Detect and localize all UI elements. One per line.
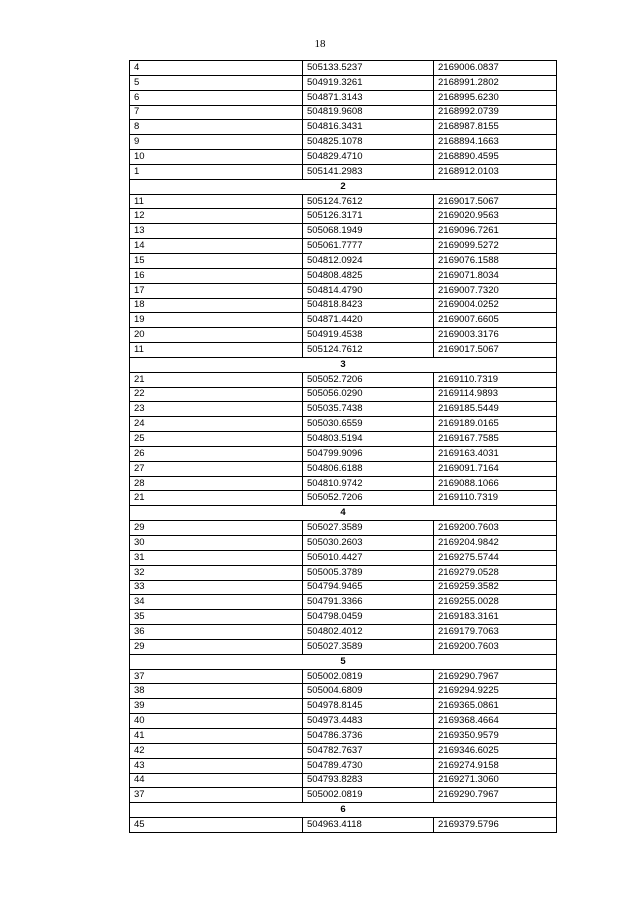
y-coordinate-cell: 2169290.7967 <box>434 669 557 684</box>
point-number-cell: 37 <box>130 669 303 684</box>
point-number-cell: 23 <box>130 402 303 417</box>
point-number-cell: 5 <box>130 75 303 90</box>
table-row <box>130 239 557 254</box>
point-number-cell: 1 <box>130 164 303 179</box>
x-coordinate-cell: 505005.3789 <box>303 565 434 580</box>
point-number-cell: 22 <box>130 387 303 402</box>
x-coordinate-cell: 504973.4483 <box>303 714 434 729</box>
point-number-cell: 31 <box>130 550 303 565</box>
section-header-row <box>130 654 557 669</box>
section-number: 4 <box>130 506 557 521</box>
x-coordinate-cell: 504963.4118 <box>303 818 434 833</box>
y-coordinate-cell: 2169017.5067 <box>434 343 557 358</box>
point-number-cell: 43 <box>130 758 303 773</box>
x-coordinate-cell: 505035.7438 <box>303 402 434 417</box>
y-coordinate-cell: 2169200.7603 <box>434 521 557 536</box>
x-coordinate-cell: 504871.3143 <box>303 90 434 105</box>
page-number: 18 <box>314 38 326 50</box>
x-coordinate-cell: 504808.4825 <box>303 268 434 283</box>
y-coordinate-cell: 2169255.0028 <box>434 595 557 610</box>
table-row <box>130 268 557 283</box>
table-row <box>130 194 557 209</box>
table-row <box>130 209 557 224</box>
x-coordinate-cell: 504816.3431 <box>303 120 434 135</box>
x-coordinate-cell: 504791.3366 <box>303 595 434 610</box>
y-coordinate-cell: 2168992.0739 <box>434 105 557 120</box>
x-coordinate-cell: 504806.6188 <box>303 461 434 476</box>
y-coordinate-cell: 2169006.0837 <box>434 61 557 76</box>
table-row <box>130 818 557 833</box>
y-coordinate-cell: 2169088.1066 <box>434 476 557 491</box>
coordinates-table <box>129 60 557 833</box>
table-row <box>130 625 557 640</box>
section-number: 2 <box>130 179 557 194</box>
section-header-row <box>130 506 557 521</box>
y-coordinate-cell: 2168912.0103 <box>434 164 557 179</box>
table-row <box>130 298 557 313</box>
table-row <box>130 521 557 536</box>
y-coordinate-cell: 2168894.1663 <box>434 135 557 150</box>
coordinates-table-body <box>130 61 557 833</box>
point-number-cell: 37 <box>130 788 303 803</box>
point-number-cell: 4 <box>130 61 303 76</box>
y-coordinate-cell: 2169271.3060 <box>434 773 557 788</box>
x-coordinate-cell: 504825.1078 <box>303 135 434 150</box>
y-coordinate-cell: 2169163.4031 <box>434 446 557 461</box>
point-number-cell: 40 <box>130 714 303 729</box>
table-row <box>130 699 557 714</box>
point-number-cell: 6 <box>130 90 303 105</box>
table-row <box>130 343 557 358</box>
point-number-cell: 26 <box>130 446 303 461</box>
table-row <box>130 743 557 758</box>
table-row <box>130 476 557 491</box>
x-coordinate-cell: 505126.3171 <box>303 209 434 224</box>
section-number: 6 <box>130 803 557 818</box>
table-row <box>130 135 557 150</box>
x-coordinate-cell: 504799.9096 <box>303 446 434 461</box>
y-coordinate-cell: 2169275.5744 <box>434 550 557 565</box>
x-coordinate-cell: 504793.8283 <box>303 773 434 788</box>
point-number-cell: 7 <box>130 105 303 120</box>
point-number-cell: 42 <box>130 743 303 758</box>
table-row <box>130 550 557 565</box>
table-row <box>130 253 557 268</box>
y-coordinate-cell: 2169020.9563 <box>434 209 557 224</box>
table-row <box>130 491 557 506</box>
point-number-cell: 16 <box>130 268 303 283</box>
table-row <box>130 610 557 625</box>
table-row <box>130 773 557 788</box>
y-coordinate-cell: 2169007.6605 <box>434 313 557 328</box>
y-coordinate-cell: 2168890.4595 <box>434 150 557 165</box>
y-coordinate-cell: 2169017.5067 <box>434 194 557 209</box>
point-number-cell: 29 <box>130 639 303 654</box>
x-coordinate-cell: 505124.7612 <box>303 194 434 209</box>
table-row <box>130 788 557 803</box>
table-row <box>130 75 557 90</box>
x-coordinate-cell: 505010.4427 <box>303 550 434 565</box>
table-row <box>130 313 557 328</box>
section-header-row <box>130 357 557 372</box>
x-coordinate-cell: 504803.5194 <box>303 432 434 447</box>
table-row <box>130 328 557 343</box>
y-coordinate-cell: 2169110.7319 <box>434 491 557 506</box>
point-number-cell: 10 <box>130 150 303 165</box>
table-row <box>130 714 557 729</box>
x-coordinate-cell: 505030.6559 <box>303 417 434 432</box>
point-number-cell: 29 <box>130 521 303 536</box>
y-coordinate-cell: 2169346.6025 <box>434 743 557 758</box>
x-coordinate-cell: 505133.5237 <box>303 61 434 76</box>
x-coordinate-cell: 504818.8423 <box>303 298 434 313</box>
x-coordinate-cell: 505002.0819 <box>303 788 434 803</box>
table-row <box>130 461 557 476</box>
point-number-cell: 8 <box>130 120 303 135</box>
x-coordinate-cell: 505027.3589 <box>303 521 434 536</box>
x-coordinate-cell: 505004.6809 <box>303 684 434 699</box>
point-number-cell: 32 <box>130 565 303 580</box>
table-row <box>130 90 557 105</box>
y-coordinate-cell: 2169004.0252 <box>434 298 557 313</box>
point-number-cell: 18 <box>130 298 303 313</box>
point-number-cell: 30 <box>130 536 303 551</box>
x-coordinate-cell: 505027.3589 <box>303 639 434 654</box>
x-coordinate-cell: 505056.0290 <box>303 387 434 402</box>
table-row <box>130 446 557 461</box>
y-coordinate-cell: 2169007.7320 <box>434 283 557 298</box>
y-coordinate-cell: 2169365.0861 <box>434 699 557 714</box>
point-number-cell: 33 <box>130 580 303 595</box>
table-row <box>130 120 557 135</box>
table-row <box>130 61 557 76</box>
x-coordinate-cell: 505052.7206 <box>303 491 434 506</box>
table-row <box>130 595 557 610</box>
table-row <box>130 565 557 580</box>
x-coordinate-cell: 504802.4012 <box>303 625 434 640</box>
x-coordinate-cell: 505002.0819 <box>303 669 434 684</box>
x-coordinate-cell: 504919.3261 <box>303 75 434 90</box>
y-coordinate-cell: 2168991.2802 <box>434 75 557 90</box>
point-number-cell: 34 <box>130 595 303 610</box>
y-coordinate-cell: 2169259.3582 <box>434 580 557 595</box>
section-number: 3 <box>130 357 557 372</box>
point-number-cell: 12 <box>130 209 303 224</box>
y-coordinate-cell: 2169368.4664 <box>434 714 557 729</box>
table-row <box>130 387 557 402</box>
section-header-row <box>130 803 557 818</box>
point-number-cell: 41 <box>130 728 303 743</box>
y-coordinate-cell: 2169096.7261 <box>434 224 557 239</box>
y-coordinate-cell: 2169379.5796 <box>434 818 557 833</box>
x-coordinate-cell: 505052.7206 <box>303 372 434 387</box>
table-row <box>130 684 557 699</box>
table-row <box>130 224 557 239</box>
y-coordinate-cell: 2169189.0165 <box>434 417 557 432</box>
y-coordinate-cell: 2169185.5449 <box>434 402 557 417</box>
point-number-cell: 11 <box>130 343 303 358</box>
table-row <box>130 402 557 417</box>
point-number-cell: 13 <box>130 224 303 239</box>
y-coordinate-cell: 2169071.8034 <box>434 268 557 283</box>
table-row <box>130 669 557 684</box>
y-coordinate-cell: 2168987.8155 <box>434 120 557 135</box>
y-coordinate-cell: 2169204.9842 <box>434 536 557 551</box>
x-coordinate-cell: 505124.7612 <box>303 343 434 358</box>
y-coordinate-cell: 2169099.5272 <box>434 239 557 254</box>
y-coordinate-cell: 2169091.7164 <box>434 461 557 476</box>
point-number-cell: 21 <box>130 491 303 506</box>
table-row <box>130 536 557 551</box>
point-number-cell: 35 <box>130 610 303 625</box>
x-coordinate-cell: 504978.8145 <box>303 699 434 714</box>
y-coordinate-cell: 2169294.9225 <box>434 684 557 699</box>
x-coordinate-cell: 504794.9465 <box>303 580 434 595</box>
x-coordinate-cell: 504829.4710 <box>303 150 434 165</box>
y-coordinate-cell: 2169167.7585 <box>434 432 557 447</box>
point-number-cell: 15 <box>130 253 303 268</box>
x-coordinate-cell: 504782.7637 <box>303 743 434 758</box>
y-coordinate-cell: 2169114.9893 <box>434 387 557 402</box>
table-row <box>130 283 557 298</box>
x-coordinate-cell: 504919.4538 <box>303 328 434 343</box>
section-number: 5 <box>130 654 557 669</box>
table-row <box>130 728 557 743</box>
point-number-cell: 20 <box>130 328 303 343</box>
y-coordinate-cell: 2169183.3161 <box>434 610 557 625</box>
y-coordinate-cell: 2169003.3176 <box>434 328 557 343</box>
table-row <box>130 105 557 120</box>
table-row <box>130 417 557 432</box>
y-coordinate-cell: 2168995.6230 <box>434 90 557 105</box>
section-header-row <box>130 179 557 194</box>
point-number-cell: 17 <box>130 283 303 298</box>
point-number-cell: 24 <box>130 417 303 432</box>
y-coordinate-cell: 2169076.1588 <box>434 253 557 268</box>
x-coordinate-cell: 504819.9608 <box>303 105 434 120</box>
x-coordinate-cell: 505068.1949 <box>303 224 434 239</box>
point-number-cell: 44 <box>130 773 303 788</box>
table-row <box>130 372 557 387</box>
y-coordinate-cell: 2169350.9579 <box>434 728 557 743</box>
point-number-cell: 25 <box>130 432 303 447</box>
y-coordinate-cell: 2169279.0528 <box>434 565 557 580</box>
x-coordinate-cell: 504798.0459 <box>303 610 434 625</box>
y-coordinate-cell: 2169274.9158 <box>434 758 557 773</box>
point-number-cell: 19 <box>130 313 303 328</box>
x-coordinate-cell: 504871.4420 <box>303 313 434 328</box>
x-coordinate-cell: 504786.3736 <box>303 728 434 743</box>
x-coordinate-cell: 505061.7777 <box>303 239 434 254</box>
table-row <box>130 150 557 165</box>
point-number-cell: 39 <box>130 699 303 714</box>
table-row <box>130 639 557 654</box>
point-number-cell: 38 <box>130 684 303 699</box>
point-number-cell: 21 <box>130 372 303 387</box>
x-coordinate-cell: 504812.0924 <box>303 253 434 268</box>
y-coordinate-cell: 2169179.7063 <box>434 625 557 640</box>
point-number-cell: 14 <box>130 239 303 254</box>
table-row <box>130 580 557 595</box>
y-coordinate-cell: 2169200.7603 <box>434 639 557 654</box>
y-coordinate-cell: 2169290.7967 <box>434 788 557 803</box>
point-number-cell: 36 <box>130 625 303 640</box>
y-coordinate-cell: 2169110.7319 <box>434 372 557 387</box>
point-number-cell: 11 <box>130 194 303 209</box>
point-number-cell: 9 <box>130 135 303 150</box>
point-number-cell: 45 <box>130 818 303 833</box>
table-row <box>130 164 557 179</box>
x-coordinate-cell: 504810.9742 <box>303 476 434 491</box>
point-number-cell: 28 <box>130 476 303 491</box>
x-coordinate-cell: 505141.2983 <box>303 164 434 179</box>
x-coordinate-cell: 505030.2603 <box>303 536 434 551</box>
table-row <box>130 758 557 773</box>
x-coordinate-cell: 504789.4730 <box>303 758 434 773</box>
x-coordinate-cell: 504814.4790 <box>303 283 434 298</box>
point-number-cell: 27 <box>130 461 303 476</box>
table-row <box>130 432 557 447</box>
